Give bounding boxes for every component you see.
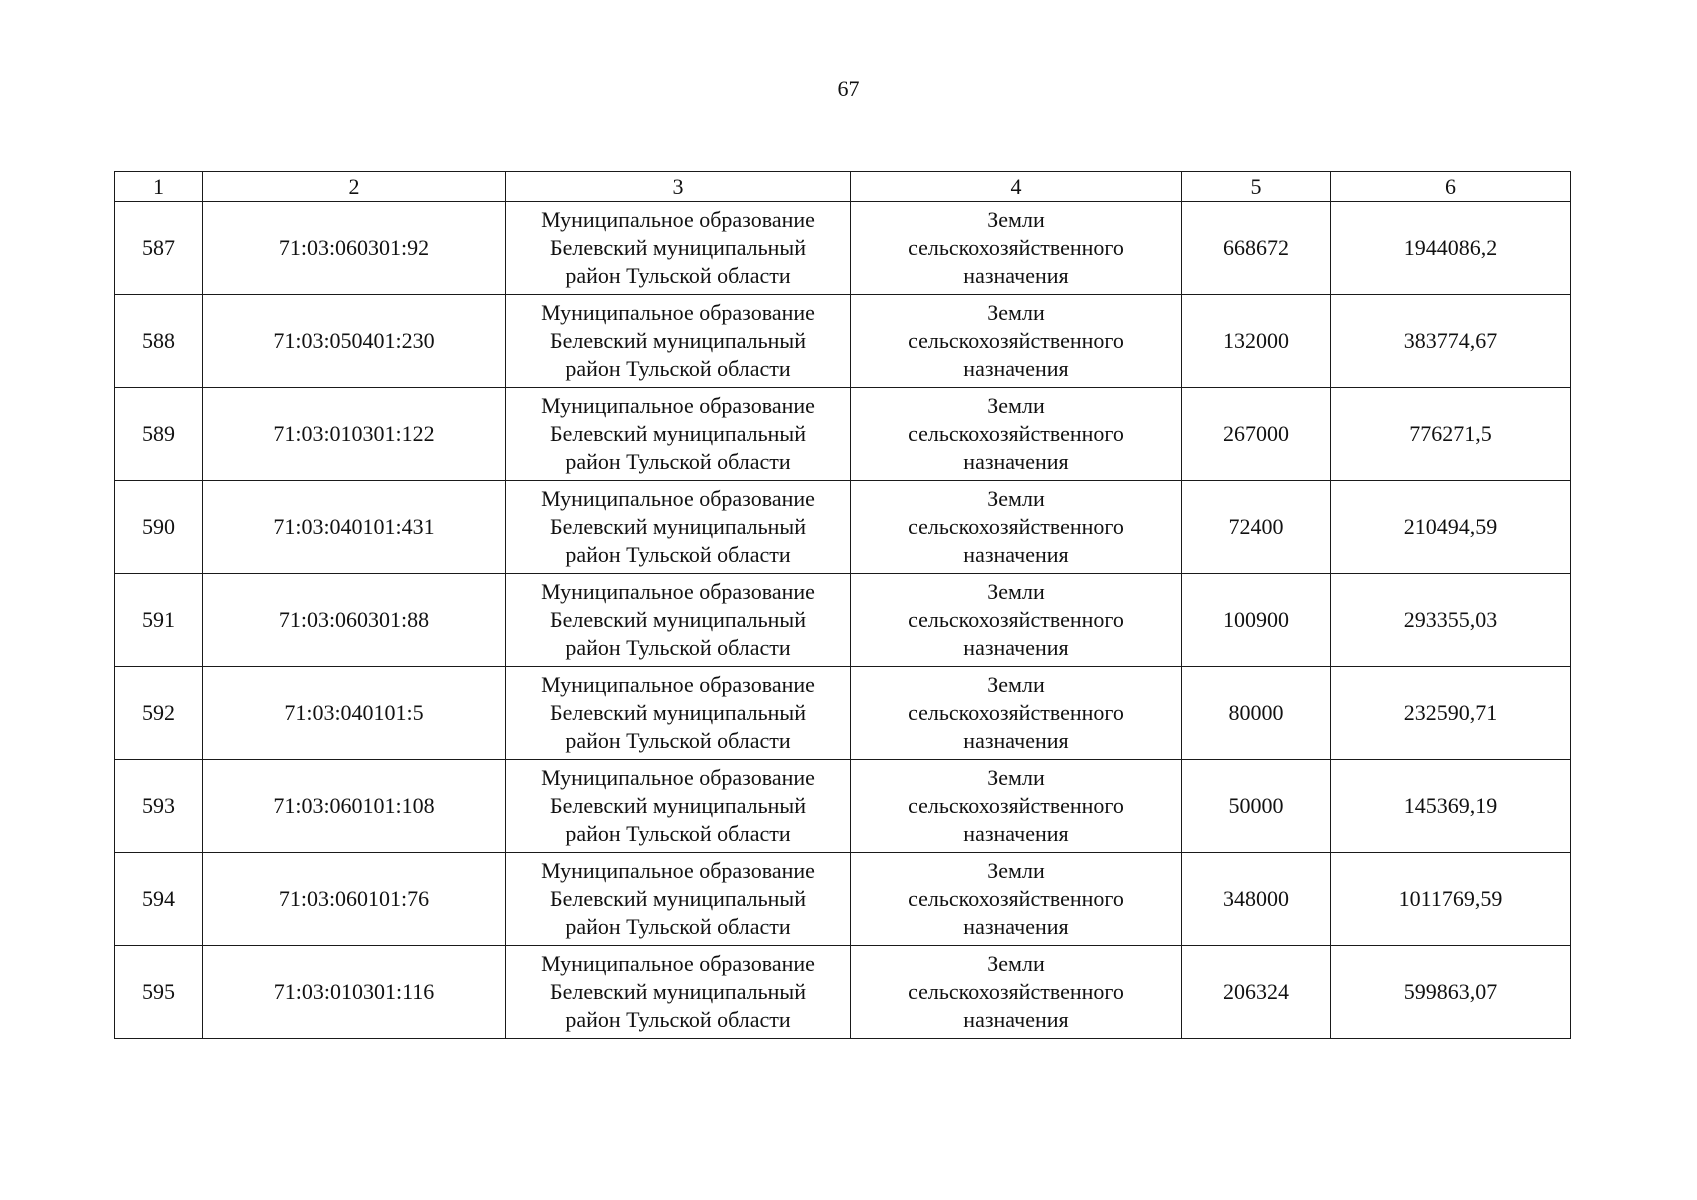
land-category-cell <box>851 667 1182 760</box>
table-row <box>115 853 1571 946</box>
cadastral-number-cell: 71:03:060301:88 <box>203 574 506 667</box>
owner-cell-text: Муниципальное образование Белевский муниципальный район Тульской области <box>541 300 815 381</box>
row-number-cell: 592 <box>115 667 203 760</box>
owner-cell <box>506 946 851 1039</box>
land-category-cell <box>851 853 1182 946</box>
area-cell: 132000 <box>1182 295 1331 388</box>
column-header: 2 <box>203 172 506 202</box>
land-category-cell <box>851 574 1182 667</box>
land-registry-table <box>114 171 1571 1039</box>
owner-cell-text: Муниципальное образование Белевский муниципальный район Тульской области <box>541 207 815 288</box>
owner-cell <box>506 481 851 574</box>
cadastral-value-cell: 1011769,59 <box>1331 853 1571 946</box>
cadastral-number-cell: 71:03:050401:230 <box>203 295 506 388</box>
land-category-cell <box>851 388 1182 481</box>
area-cell: 206324 <box>1182 946 1331 1039</box>
column-header: 3 <box>506 172 851 202</box>
cadastral-value-cell: 776271,5 <box>1331 388 1571 481</box>
cadastral-number-cell: 71:03:040101:431 <box>203 481 506 574</box>
land-category-cell-text: Земли сельскохозяйственного назначения <box>908 579 1124 660</box>
column-header: 6 <box>1331 172 1571 202</box>
column-header: 4 <box>851 172 1182 202</box>
cadastral-number-cell: 71:03:060101:76 <box>203 853 506 946</box>
cadastral-value-cell: 145369,19 <box>1331 760 1571 853</box>
column-header: 1 <box>115 172 203 202</box>
table-row <box>115 760 1571 853</box>
area-cell: 80000 <box>1182 667 1331 760</box>
land-category-cell-text: Земли сельскохозяйственного назначения <box>908 951 1124 1032</box>
column-header: 5 <box>1182 172 1331 202</box>
owner-cell-text: Муниципальное образование Белевский муниципальный район Тульской области <box>541 393 815 474</box>
area-cell: 100900 <box>1182 574 1331 667</box>
cadastral-number-cell: 71:03:060101:108 <box>203 760 506 853</box>
owner-cell-text: Муниципальное образование Белевский муниципальный район Тульской области <box>541 486 815 567</box>
table-row <box>115 667 1571 760</box>
cadastral-number-cell: 71:03:010301:116 <box>203 946 506 1039</box>
cadastral-value-cell: 210494,59 <box>1331 481 1571 574</box>
row-number-cell: 589 <box>115 388 203 481</box>
cadastral-number-cell: 71:03:060301:92 <box>203 202 506 295</box>
table-row <box>115 388 1571 481</box>
table-row <box>115 202 1571 295</box>
land-category-cell-text: Земли сельскохозяйственного назначения <box>908 486 1124 567</box>
row-number-cell: 593 <box>115 760 203 853</box>
land-category-cell <box>851 295 1182 388</box>
land-category-cell-text: Земли сельскохозяйственного назначения <box>908 393 1124 474</box>
row-number-cell: 595 <box>115 946 203 1039</box>
cadastral-value-cell: 293355,03 <box>1331 574 1571 667</box>
owner-cell-text: Муниципальное образование Белевский муниципальный район Тульской области <box>541 951 815 1032</box>
land-category-cell <box>851 202 1182 295</box>
row-number-cell: 590 <box>115 481 203 574</box>
owner-cell-text: Муниципальное образование Белевский муниципальный район Тульской области <box>541 765 815 846</box>
cadastral-number-cell: 71:03:040101:5 <box>203 667 506 760</box>
table-row <box>115 946 1571 1039</box>
column-number-row <box>115 172 1571 202</box>
owner-cell <box>506 295 851 388</box>
cadastral-value-cell: 232590,71 <box>1331 667 1571 760</box>
row-number-cell: 588 <box>115 295 203 388</box>
land-category-cell-text: Земли сельскохозяйственного назначения <box>908 858 1124 939</box>
land-category-cell <box>851 481 1182 574</box>
table-row <box>115 574 1571 667</box>
area-cell: 668672 <box>1182 202 1331 295</box>
land-category-cell <box>851 760 1182 853</box>
cadastral-value-cell: 1944086,2 <box>1331 202 1571 295</box>
owner-cell <box>506 388 851 481</box>
land-category-cell-text: Земли сельскохозяйственного назначения <box>908 300 1124 381</box>
land-category-cell-text: Земли сельскохозяйственного назначения <box>908 207 1124 288</box>
area-cell: 72400 <box>1182 481 1331 574</box>
area-cell: 267000 <box>1182 388 1331 481</box>
owner-cell <box>506 667 851 760</box>
table-row <box>115 295 1571 388</box>
cadastral-number-cell: 71:03:010301:122 <box>203 388 506 481</box>
row-number-cell: 591 <box>115 574 203 667</box>
page-number: 67 <box>837 76 860 101</box>
owner-cell <box>506 574 851 667</box>
table-row <box>115 481 1571 574</box>
cadastral-value-cell: 383774,67 <box>1331 295 1571 388</box>
area-cell: 50000 <box>1182 760 1331 853</box>
owner-cell-text: Муниципальное образование Белевский муниципальный район Тульской области <box>541 579 815 660</box>
owner-cell <box>506 760 851 853</box>
owner-cell <box>506 202 851 295</box>
land-category-cell <box>851 946 1182 1039</box>
land-category-cell-text: Земли сельскохозяйственного назначения <box>908 672 1124 753</box>
owner-cell <box>506 853 851 946</box>
owner-cell-text: Муниципальное образование Белевский муниципальный район Тульской области <box>541 858 815 939</box>
row-number-cell: 594 <box>115 853 203 946</box>
table-body <box>115 172 1571 1039</box>
land-category-cell-text: Земли сельскохозяйственного назначения <box>908 765 1124 846</box>
cadastral-value-cell: 599863,07 <box>1331 946 1571 1039</box>
owner-cell-text: Муниципальное образование Белевский муниципальный район Тульской области <box>541 672 815 753</box>
area-cell: 348000 <box>1182 853 1331 946</box>
row-number-cell: 587 <box>115 202 203 295</box>
